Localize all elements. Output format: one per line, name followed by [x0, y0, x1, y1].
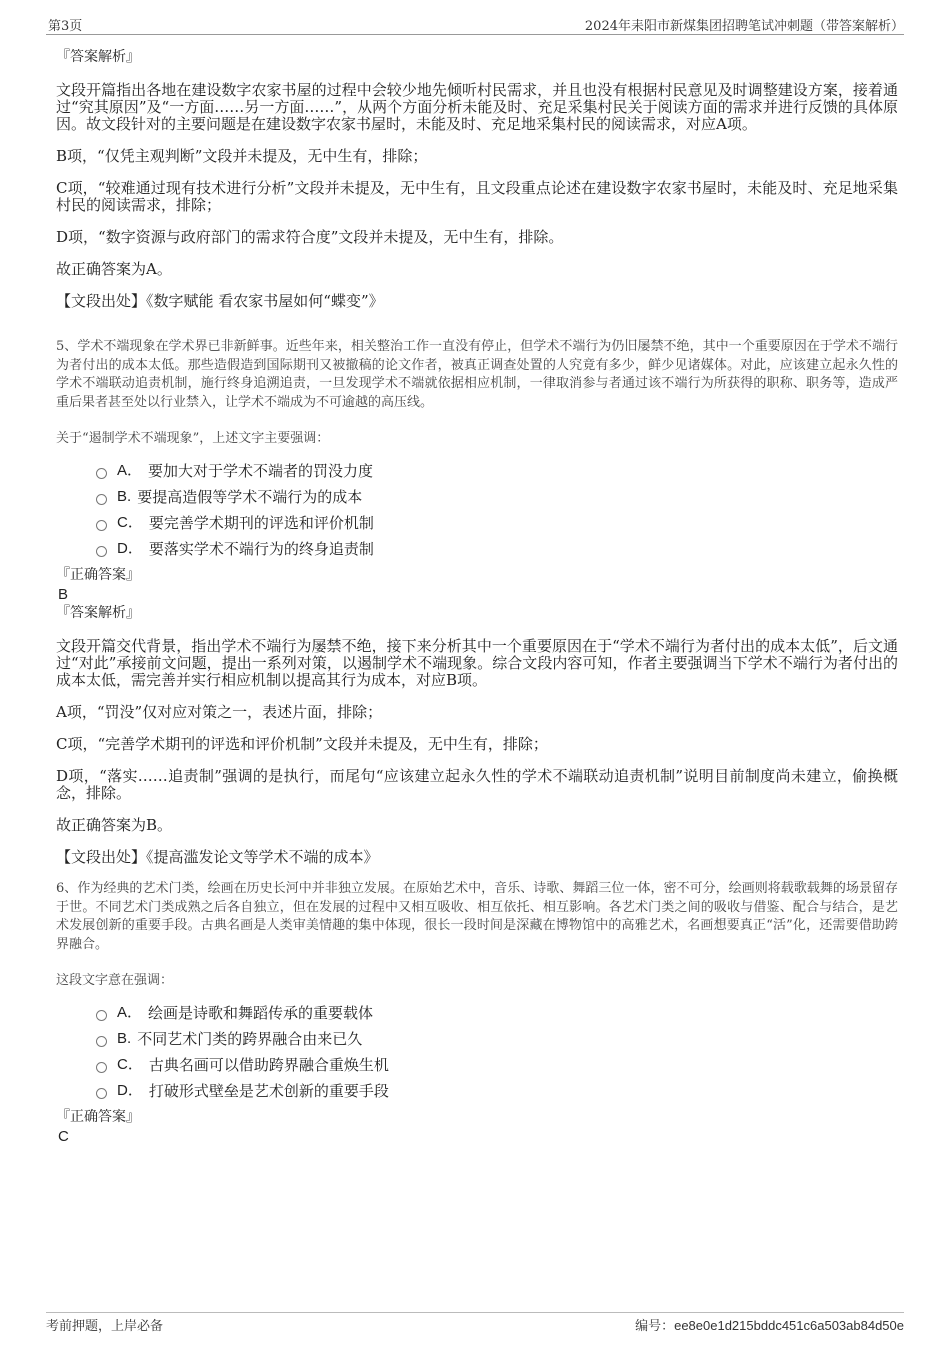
option-b[interactable]: B. 不同艺术门类的跨界融合由来已久	[96, 1026, 898, 1052]
source-citation: 【文段出处】《数字赋能 看农家书屋如何“蝶变”》	[56, 292, 384, 310]
radio-icon[interactable]	[96, 520, 107, 531]
question-6-options	[56, 1000, 898, 1104]
analysis-label: 『答案解析』	[56, 49, 140, 65]
radio-icon[interactable]	[96, 468, 107, 479]
option-c[interactable]: C． 要完善学术期刊的评选和评价机制	[96, 510, 898, 536]
option-a[interactable]: A． 要加大对于学术不端者的罚没力度	[96, 458, 898, 484]
answer-value: C	[58, 1128, 69, 1145]
option-c[interactable]: C． 古典名画可以借助跨界融合重焕生机	[96, 1052, 898, 1078]
answer-value: B	[58, 586, 69, 603]
option-a[interactable]: A． 绘画是诗歌和舞蹈传承的重要载体	[96, 1000, 898, 1026]
question-5-stem: 5、学术不端现象在学术界已非新鲜事。近些年来，相关整治工作一直没有停止，但学术不端行为仍旧屡禁不绝，其中一个重要原因在于学术不端行为者付出的成本太低。那些造假造到国际期刊又被撤稿的论文作者，被真正调查处置的人究竟有多少，鲜少见诸媒体。对此，应该建立起永久性的学术不端联动追责机制，施行终身追溯追责，一旦发现学术不端就依据相应机制，一律取消参与者通过该不端行为所获得的职称、职务等，造成严重后果者甚至处以行业禁入，让学术不端成为不可逾越的高压线。	[56, 339, 898, 410]
option-d[interactable]: D． 打破形式壁垒是艺术创新的重要手段	[96, 1078, 898, 1104]
radio-icon[interactable]	[96, 494, 107, 505]
question-6-stem: 6、作为经典的艺术门类，绘画在历史长河中并非独立发展。在原始艺术中，音乐、诗歌、舞蹈三位一体，密不可分，绘画则将载歌载舞的场景留存于世。不同艺术门类成熟之后各自独立，但在发展的过程中又相互吸收、相互依托、相互影响。各艺术门类之间的吸收与借鉴、配合与结合，是艺术发展创新的重要手段。古典名画是人类审美情趣的集中体现，很长一段时间是深藏在博物馆中的高雅艺术，名画想要真正“活”化，还需要借助跨界融合。	[56, 881, 898, 952]
answer-label: 『正确答案』	[56, 1109, 140, 1125]
analysis-option-b: B项，“仅凭主观判断”文段并未提及，无中生有，排除；	[56, 147, 428, 165]
radio-icon[interactable]	[96, 1088, 107, 1099]
analysis-option-d: D项，“落实……追责制”强调的是执行，而尾句“应该建立起永久性的学术不端联动追责机制”说明目前制度尚未建立，偷换概念，排除。	[56, 767, 898, 802]
page-header	[46, 14, 904, 35]
analysis-paragraph: 文段开篇交代背景，指出学术不端行为屡禁不绝，接下来分析其中一个重要原因在于“学术不端行为者付出的成本太低”，后文通过“对此”承接前文问题，提出一系列对策，以遏制学术不端现象。综合文段内容可知，作者主要强调当下学术不端行为者付出的成本太低，需完善并实行相应机制以提高其行为成本，对应B项。	[56, 637, 898, 689]
analysis-option-a: A项，“罚没”仅对应对策之一，表述片面，排除；	[56, 703, 383, 721]
analysis-option-c: C项，“完善学术期刊的评选和评价机制”文段并未提及，无中生有，排除；	[56, 735, 548, 753]
question-5-prompt: 关于“遏制学术不端现象”，上述文字主要强调：	[56, 431, 330, 446]
question-6-prompt: 这段文字意在强调：	[56, 973, 174, 988]
radio-icon[interactable]	[96, 1062, 107, 1073]
radio-icon[interactable]	[96, 1036, 107, 1047]
answer-label: 『正确答案』	[56, 567, 140, 583]
page-footer	[46, 1312, 904, 1338]
page-number: 第3页	[48, 19, 83, 34]
analysis-conclusion: 故正确答案为A。	[56, 260, 172, 278]
analysis-option-d: D项，“数字资源与政府部门的需求符合度”文段并未提及，无中生有，排除。	[56, 228, 564, 246]
page-content	[56, 46, 898, 1146]
source-citation: 【文段出处】《提高滥发论文等学术不端的成本》	[56, 848, 379, 866]
document-code: 编号：ee8e0e1d215bddc451c6a503ab84d50e	[635, 1318, 904, 1334]
question-5-options	[56, 458, 898, 562]
document-title: 2024年耒阳市新煤集团招聘笔试冲刺题（带答案解析）	[584, 19, 904, 34]
analysis-paragraph: 文段开篇指出各地在建设数字农家书屋的过程中会较少地先倾听村民需求，并且也没有根据村民意见及时调整建设方案，接着通过“究其原因”及“一方面……另一方面……”，从两个方面分析未能及时、充足采集村民关于阅读方面的需求并进行反馈的具体原因。故文段针对的主要问题是在建设数字农家书屋时，未能及时、充足地采集村民的阅读需求，对应A项。	[56, 81, 898, 133]
analysis-option-c: C项，“较难通过现有技术进行分析”文段并未提及，无中生有，且文段重点论述在建设数字农家书屋时，未能及时、充足地采集村民的阅读需求，排除；	[56, 179, 898, 214]
option-d[interactable]: D． 要落实学术不端行为的终身追责制	[96, 536, 898, 562]
footer-slogan: 考前押题，上岸必备	[46, 1319, 164, 1334]
option-b[interactable]: B. 要提高造假等学术不端行为的成本	[96, 484, 898, 510]
radio-icon[interactable]	[96, 546, 107, 557]
radio-icon[interactable]	[96, 1010, 107, 1021]
analysis-conclusion: 故正确答案为B。	[56, 816, 173, 834]
analysis-label: 『答案解析』	[56, 605, 140, 621]
